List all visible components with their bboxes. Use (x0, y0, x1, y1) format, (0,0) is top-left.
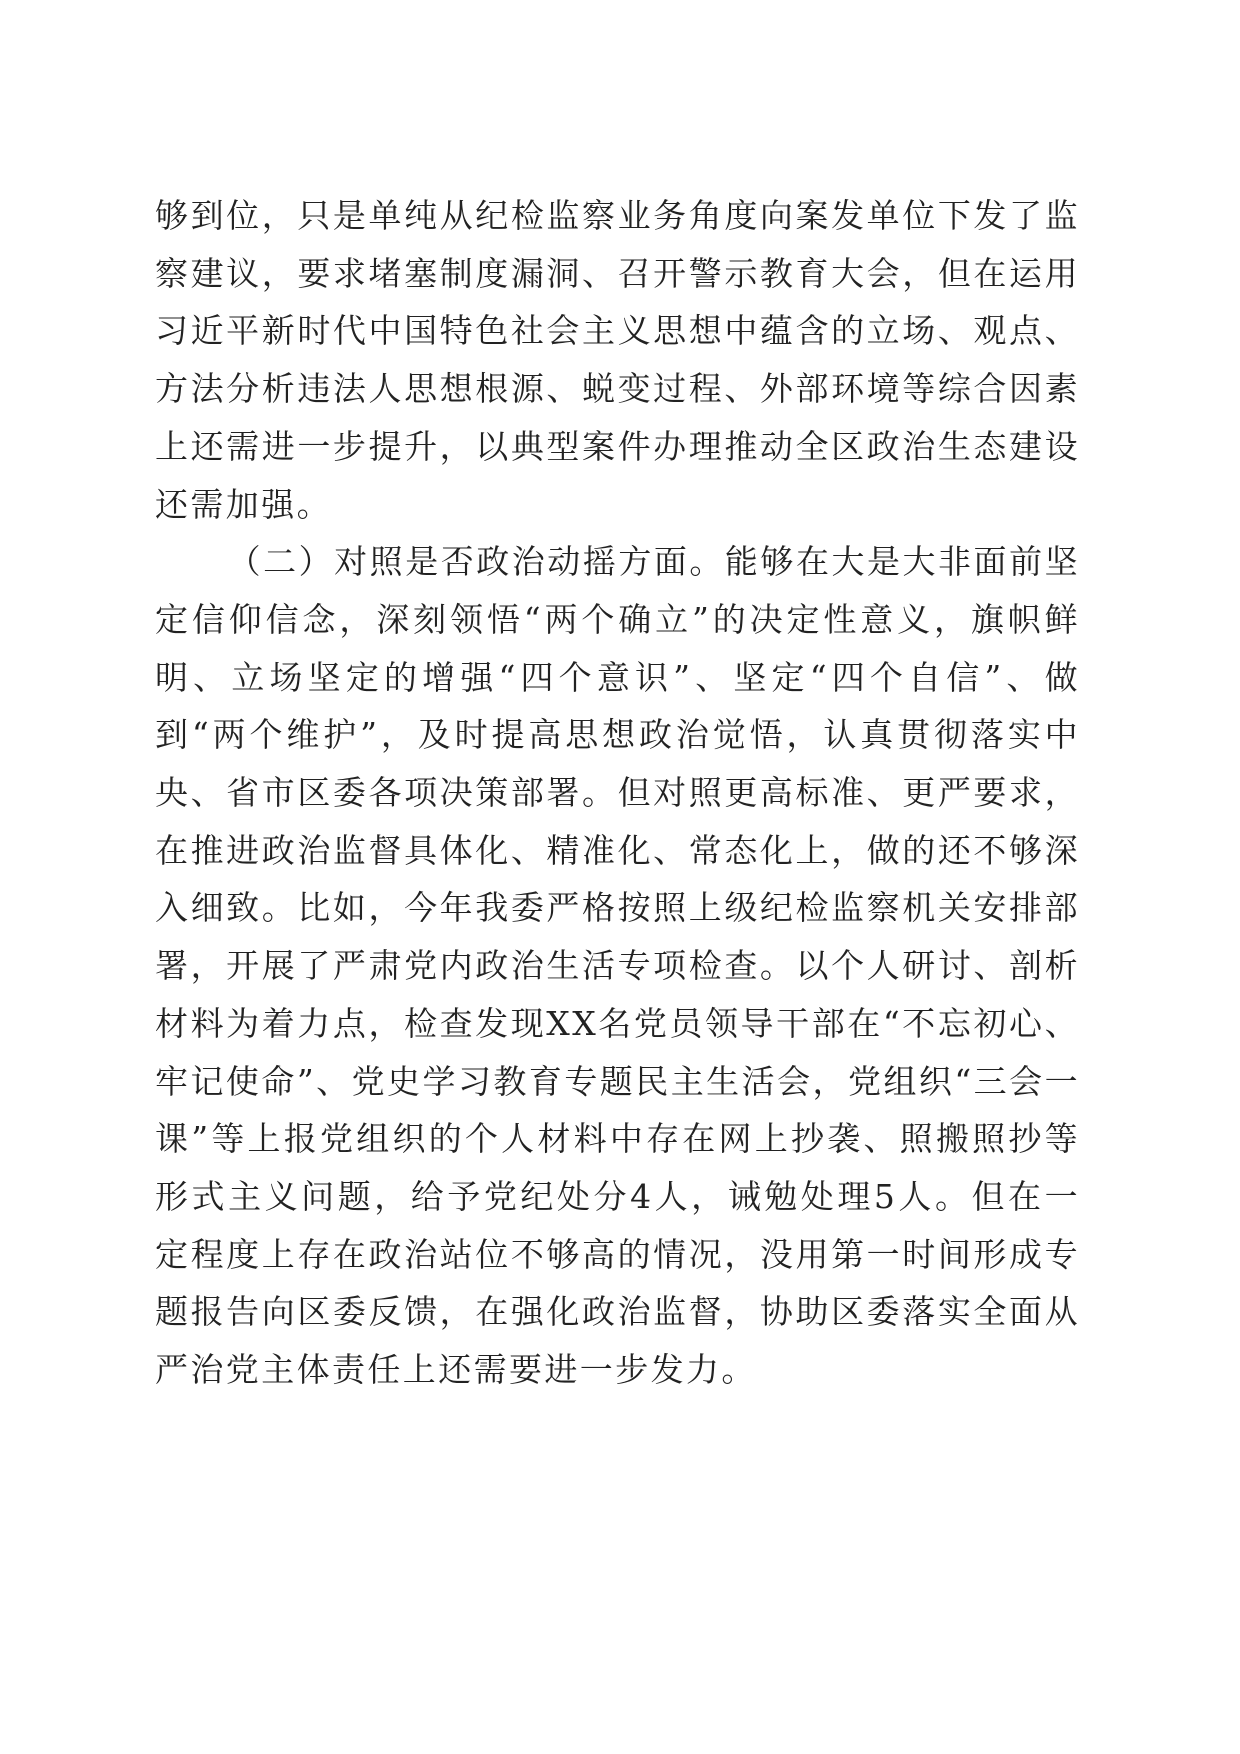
document-body (155, 187, 1080, 1399)
paragraph-continuation: 够到位，只是单纯从纪检监察业务角度向案发单位下发了监察建议，要求堵塞制度漏洞、召开警示教育大会，但在运用习近平新时代中国特色社会主义思想中蕴含的立场、观点、方法分析违法人思想根源、蜕变过程、外部环境等综合因素上还需进一步提升，以典型案件办理推动全区政治生态建设还需加强。 (155, 196, 1080, 524)
paragraph-section-two: （二）对照是否政治动摇方面。能够在大是大非面前坚定信仰信念，深刻领悟“两个确立”的决定性意义，旗帜鲜明、立场坚定的增强“四个意识”、坚定“四个自信”、做到“两个维护”，及时提高思想政治觉悟，认真贯彻落实中央、省市区委各项决策部署。但对照更高标准、更严要求，在推进政治监督具体化、精准化、常态化上，做的还不够深入细致。比如，今年我委严格按照上级纪检监察机关安排部署，开展了严肃党内政治生活专项检查。以个人研讨、剖析材料为着力点，检查发现XX名党员领导干部在“不忘初心、牢记使命”、党史学习教育专题民主生活会，党组织“三会一课”等上报党组织的个人材料中存在网上抄袭、照搬照抄等形式主义问题，给予党纪处分4人，诫勉处理5人。但在一定程度上存在政治站位不够高的情况，没用第一时间形成专题报告向区委反馈，在强化政治监督，协助区委落实全面从严治党主体责任上还需要进一步发力。 (155, 542, 1080, 1390)
